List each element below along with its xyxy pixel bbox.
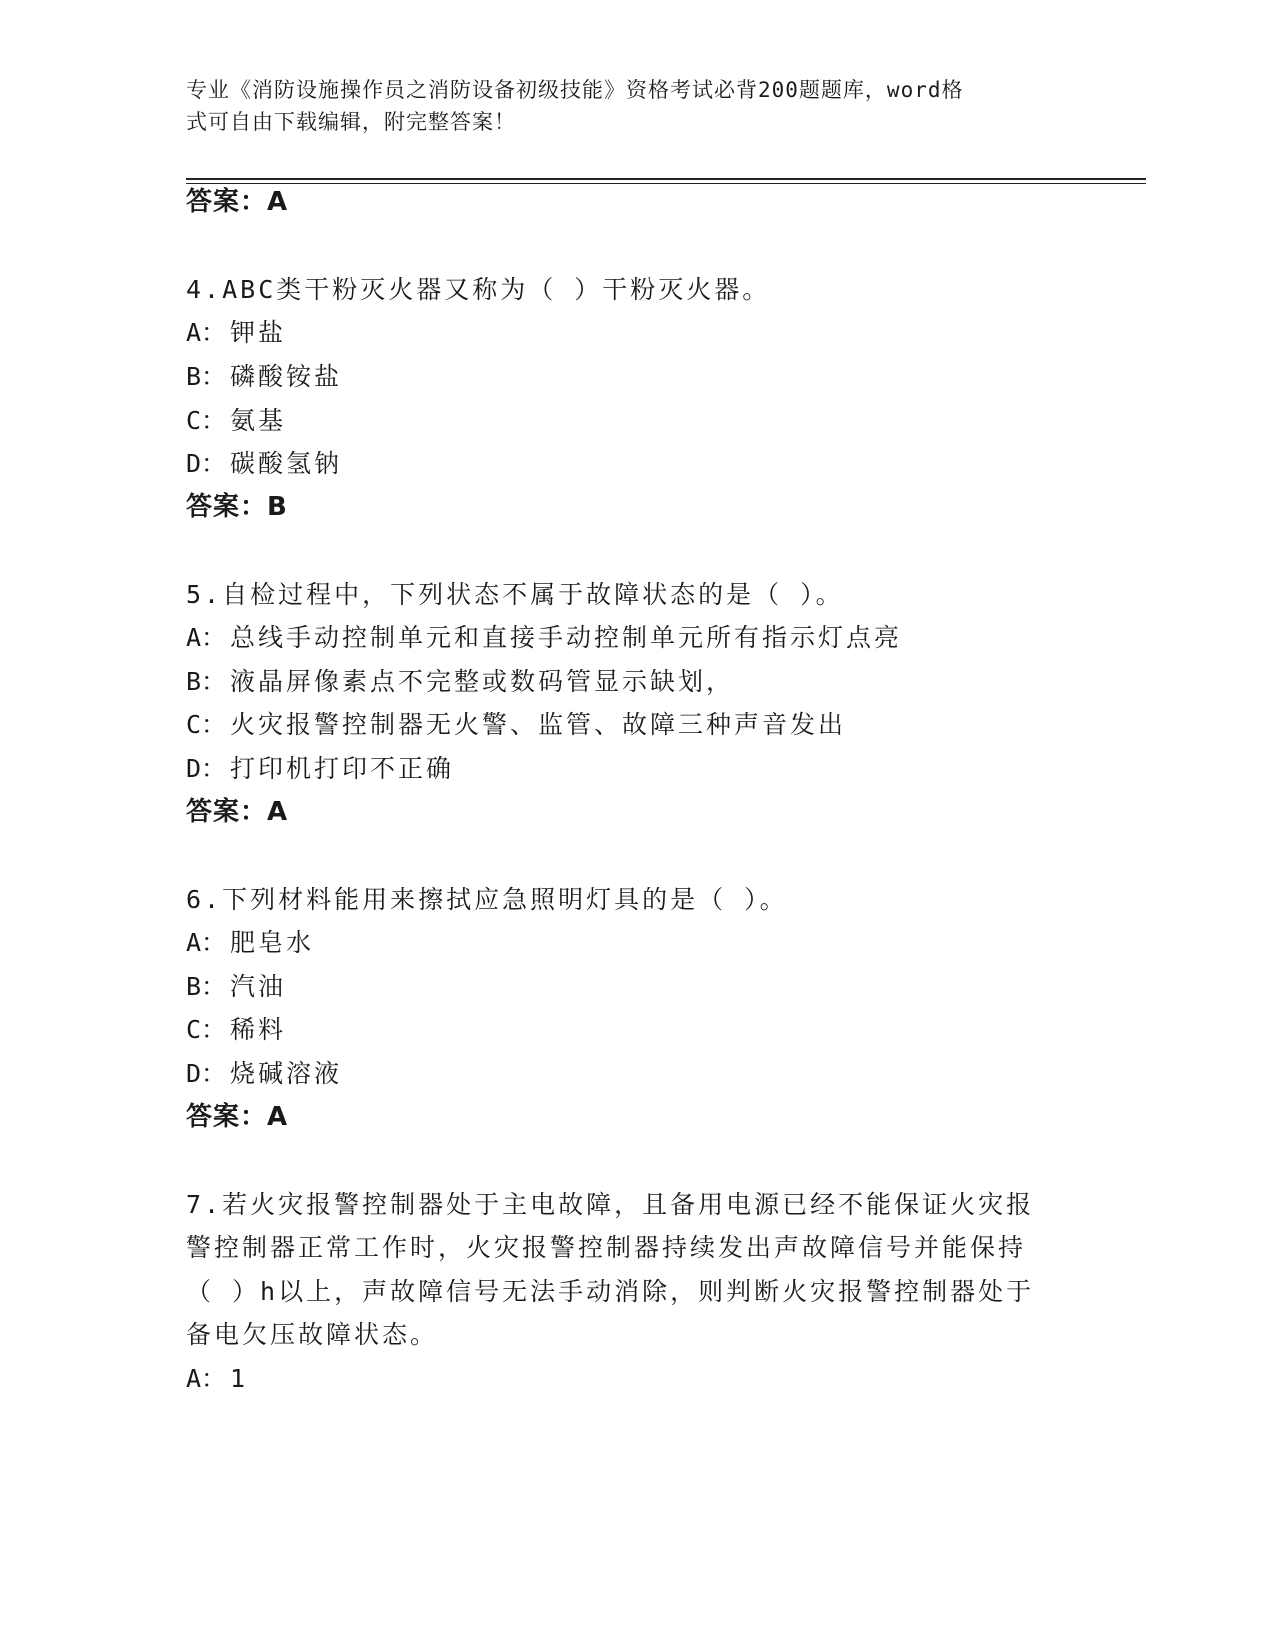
header-line-2: 式可自由下载编辑，附完整答案！ <box>186 110 516 134</box>
answer-q4: 答案：B <box>186 492 288 522</box>
answer-q6: 答案：A <box>186 1102 289 1132</box>
question-5-option-b <box>186 667 734 697</box>
option-letter: C： <box>186 1015 227 1044</box>
question-6-option-d <box>186 1059 342 1089</box>
option-letter: A： <box>186 318 227 347</box>
question-7-option-a <box>186 1364 248 1394</box>
question-7-stem-line-1: 7.若火灾报警控制器处于主电故障，且备用电源已经不能保证火灾报 <box>186 1190 1035 1219</box>
option-text: 钾盐 <box>230 318 287 347</box>
option-letter: B： <box>186 972 227 1001</box>
option-letter: D： <box>186 754 227 783</box>
option-text: 氨基 <box>230 406 287 435</box>
header-divider-thick <box>186 178 1146 180</box>
question-6-option-a <box>186 928 314 958</box>
option-letter: D： <box>186 1059 227 1088</box>
option-letter: C： <box>186 406 227 435</box>
option-letter: B： <box>186 362 227 391</box>
option-text: 肥皂水 <box>230 928 315 957</box>
question-7-stem-line-3: （ ）h以上，声故障信号无法手动消除，则判断火灾报警控制器处于 <box>186 1277 1035 1306</box>
option-text: 磷酸铵盐 <box>230 362 343 391</box>
document-header <box>186 74 1066 138</box>
question-4-option-d <box>186 449 342 479</box>
question-5-option-c <box>186 710 846 740</box>
option-letter: C： <box>186 710 227 739</box>
option-text: 稀料 <box>230 1015 287 1044</box>
option-text: 火灾报警控制器无火警、监管、故障三种声音发出 <box>230 710 847 739</box>
option-letter: B： <box>186 667 227 696</box>
question-5-option-a <box>186 623 902 653</box>
option-text: 打印机打印不正确 <box>230 754 455 783</box>
option-letter: D： <box>186 449 227 478</box>
question-5-stem: 5.自检过程中，下列状态不属于故障状态的是（ ）。 <box>186 580 844 609</box>
question-4-option-c <box>186 406 286 436</box>
question-7-stem-line-2: 警控制器正常工作时，火灾报警控制器持续发出声故障信号并能保持 <box>186 1233 1027 1262</box>
question-4-option-b <box>186 362 342 392</box>
option-text: 总线手动控制单元和直接手动控制单元所有指示灯点亮 <box>230 623 903 652</box>
option-text: 烧碱溶液 <box>230 1059 343 1088</box>
header-line-1: 专业《消防设施操作员之消防设备初级技能》资格考试必背200题题库，word格 <box>186 78 964 102</box>
question-7-stem-line-4: 备电欠压故障状态。 <box>186 1320 439 1349</box>
option-text: 碳酸氢钠 <box>230 449 343 478</box>
option-text: 1 <box>230 1364 249 1393</box>
option-letter: A： <box>186 928 227 957</box>
option-text: 液晶屏像素点不完整或数码管显示缺划， <box>230 667 735 696</box>
question-4-option-a <box>186 318 286 348</box>
question-5-option-d <box>186 754 454 784</box>
option-letter: A： <box>186 623 227 652</box>
question-6-option-b <box>186 972 286 1002</box>
header-divider-thin <box>186 183 1146 184</box>
question-6-option-c <box>186 1015 286 1045</box>
question-6-stem: 6.下列材料能用来擦拭应急照明灯具的是（ ）。 <box>186 885 788 914</box>
option-letter: A： <box>186 1364 227 1393</box>
option-text: 汽油 <box>230 972 287 1001</box>
answer-q5: 答案：A <box>186 797 289 827</box>
answer-q3: 答案：A <box>186 187 289 217</box>
question-4-stem: 4.ABC类干粉灭火器又称为（ ）干粉灭火器。 <box>186 275 771 304</box>
